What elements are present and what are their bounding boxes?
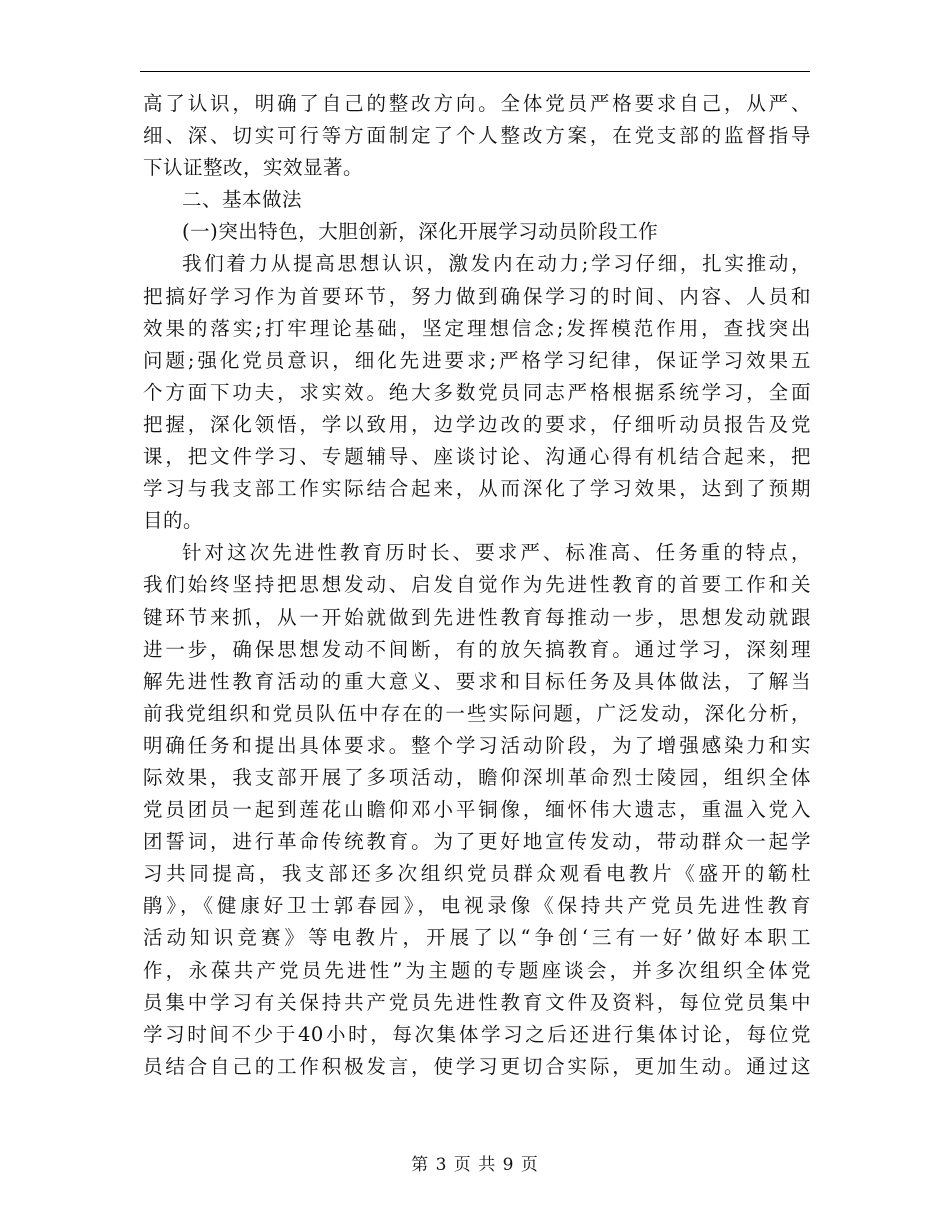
text-line: 习共同提高，我支部还多次组织党员群众观看电教片《盛开的簕杜 bbox=[143, 862, 811, 886]
text-line: 际效果，我支部开展了多项活动，瞻仰深圳革命烈士陵园，组织全体 bbox=[143, 765, 811, 789]
text-line: 员集中学习有关保持共产党员先进性教育文件及资料，每位党员集中 bbox=[143, 990, 811, 1014]
text-line: 我们着力从提高思想认识，激发内在动力;学习仔细，扎实推动， bbox=[182, 252, 811, 276]
text-line: 个方面下功夫，求实效。绝大多数党员同志严格根据系统学习，全面 bbox=[143, 380, 811, 404]
text-line: (一)突出特色，大胆创新，深化开展学习动员阶段工作 bbox=[182, 220, 659, 244]
text-line: 课，把文件学习、专题辅导、座谈讨论、沟通心得有机结合起来，把 bbox=[143, 445, 811, 469]
text-line: 把搞好学习作为首要环节，努力做到确保学习的时间、内容、人员和 bbox=[143, 284, 811, 308]
text-line: 键环节来抓，从一开始就做到先进性教育每推动一步，思想发动就跟 bbox=[143, 605, 811, 629]
text-line: 员结合自己的工作积极发言，使学习更切合实际，更加生动。通过这 bbox=[143, 1054, 811, 1078]
text-line: 进一步，确保思想发动不间断，有的放矢搞教育。通过学习，深刻理 bbox=[143, 637, 811, 661]
text-line: 团誓词，进行革命传统教育。为了更好地宣传发动，带动群众一起学 bbox=[143, 830, 811, 854]
text-line: 明确任务和提出具体要求。整个学习活动阶段，为了增强感染力和实 bbox=[143, 733, 811, 757]
text-line: 前我党组织和党员队伍中存在的一些实际问题，广泛发动，深化分析， bbox=[143, 701, 811, 725]
text-line: 党员团员一起到莲花山瞻仰邓小平铜像，缅怀伟大遗志，重温入党入 bbox=[143, 798, 811, 822]
text-line: 鹃》，《健康好卫士郭春园》，电视录像《保持共产党员先进性教育 bbox=[143, 894, 811, 918]
text-line: 针对这次先进性教育历时长、要求严、标准高、任务重的特点， bbox=[182, 541, 811, 565]
text-line: 作，永葆共产党员先进性”为主题的专题座谈会，并多次组织全体党 bbox=[143, 958, 811, 982]
text-line: 学习时间不少于40小时，每次集体学习之后还进行集体讨论，每位党 bbox=[143, 1022, 811, 1046]
page-number-footer: 第 3 页 共 9 页 bbox=[411, 1155, 539, 1175]
header-rule bbox=[140, 71, 810, 72]
text-line: 二、基本做法 bbox=[182, 188, 303, 212]
text-line: 下认证整改，实效显著。 bbox=[143, 156, 364, 180]
text-line: 问题;强化党员意识，细化先进要求;严格学习纪律，保证学习效果五 bbox=[143, 348, 811, 372]
text-line: 把握，深化领悟，学以致用，边学边改的要求，仔细听动员报告及党 bbox=[143, 412, 811, 436]
text-line: 学习与我支部工作实际结合起来，从而深化了学习效果，达到了预期 bbox=[143, 477, 811, 501]
document-body bbox=[143, 88, 811, 1083]
text-line: 我们始终坚持把思想发动、启发自觉作为先进性教育的首要工作和关 bbox=[143, 573, 811, 597]
text-line: 细、深、切实可行等方面制定了个人整改方案，在党支部的监督指导 bbox=[143, 124, 811, 148]
text-line: 高了认识，明确了自己的整改方向。全体党员严格要求自己，从严、 bbox=[143, 92, 811, 115]
text-line: 效果的落实;打牢理论基础，坚定理想信念;发挥模范作用，查找突出 bbox=[143, 316, 811, 340]
text-line: 活动知识竞赛》等电教片，开展了以“争创‘三有一好’做好本职工 bbox=[143, 926, 811, 950]
text-line: 解先进性教育活动的重大意义、要求和目标任务及具体做法，了解当 bbox=[143, 669, 811, 693]
text-line: 目的。 bbox=[143, 509, 204, 533]
